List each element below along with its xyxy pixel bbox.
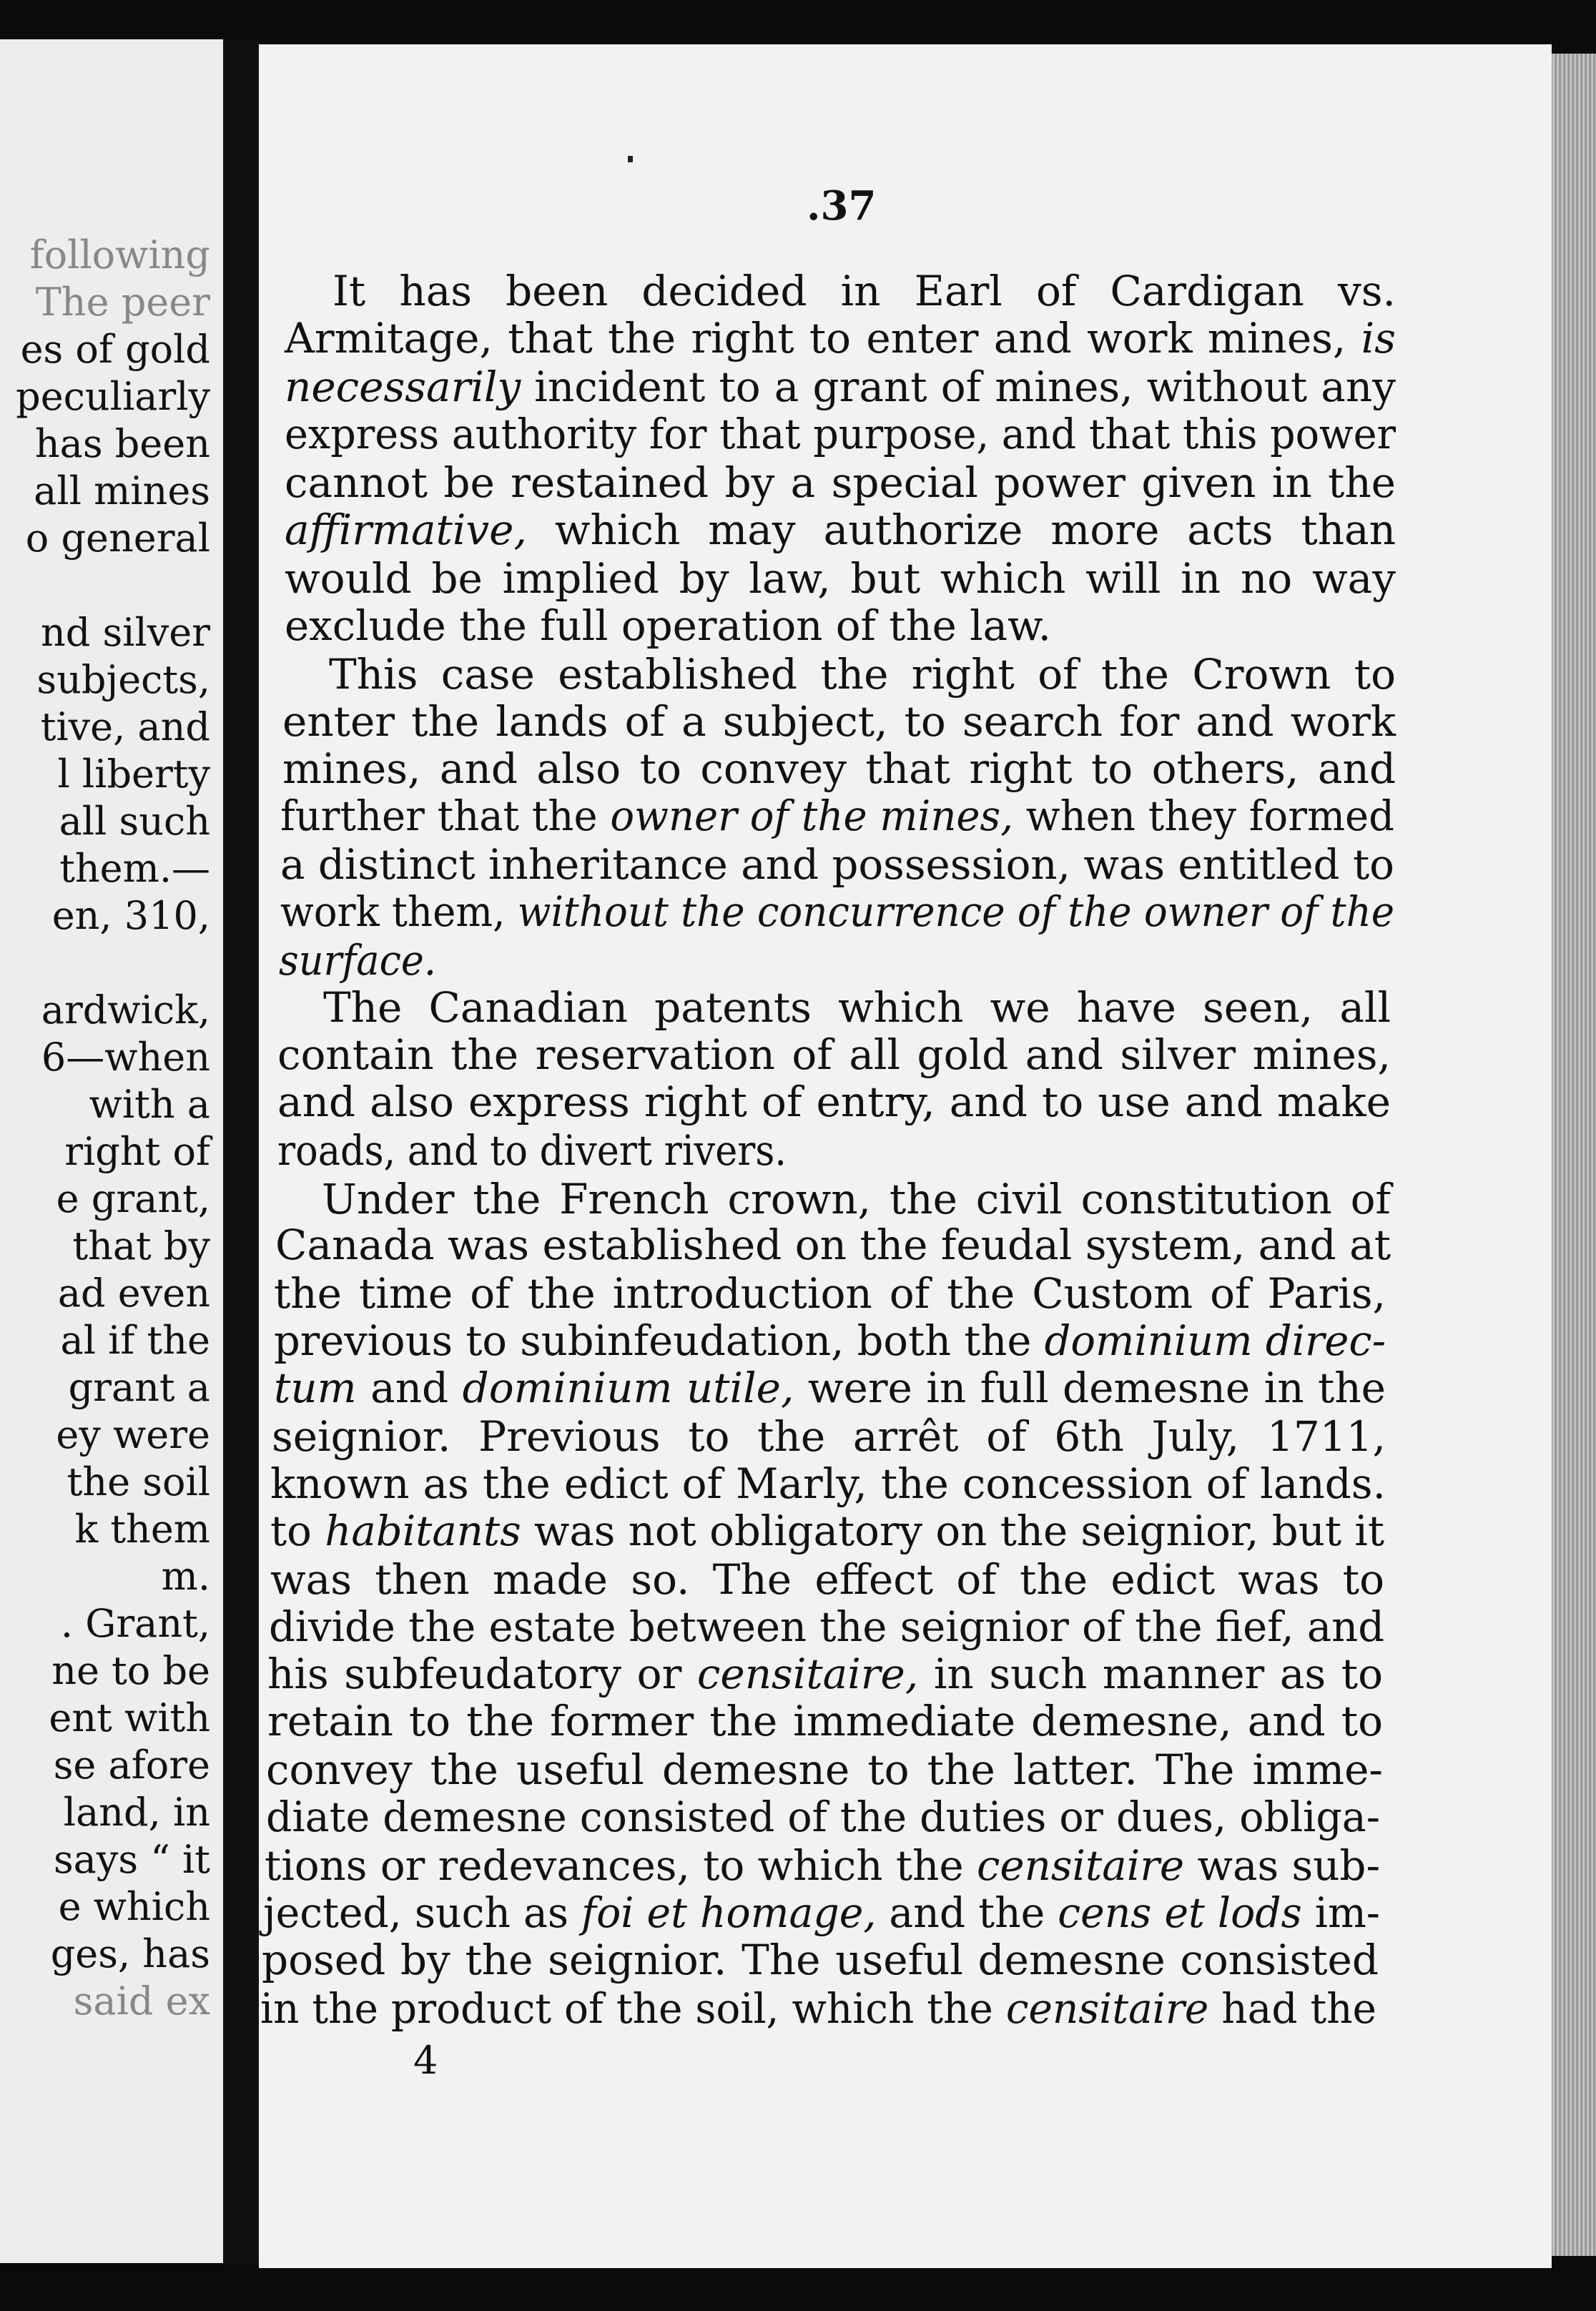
text-run: a distinct inheritance and possession, was entitled to — [280, 840, 1394, 889]
italic-text: is — [1361, 314, 1396, 363]
italic-text: foi et homage, — [581, 1888, 877, 1937]
italic-text: censitaire — [1005, 1984, 1209, 2033]
page-edges — [1552, 54, 1596, 2256]
text-run: was then made so. The effect of the edict was to — [270, 1555, 1384, 1604]
text-run: when they formed — [1013, 792, 1394, 840]
facing-page-fragment: o general — [25, 516, 210, 561]
text-line — [282, 744, 1396, 793]
text-run: seignior. Previous to the arrêt of 6th July, 1711, — [272, 1412, 1386, 1461]
text-run: express authority for that purpose, and that this power — [285, 410, 1396, 458]
text-line — [274, 1269, 1386, 1318]
text-line — [329, 650, 1396, 699]
text-line — [270, 1555, 1384, 1604]
text-run: would be implied by law, but which will in no way — [285, 554, 1396, 603]
text-line — [262, 1936, 1379, 1984]
text-line — [275, 1221, 1391, 1269]
text-run: tions or redevances, to which the — [265, 1841, 977, 1890]
signature-mark: 4 — [413, 2038, 438, 2083]
facing-page-fragment: land, in — [63, 1790, 210, 1835]
text-run: Canada was established on the feudal system, and at — [275, 1221, 1391, 1269]
text-run: It has been decided in Earl of Cardigan vs. — [332, 267, 1396, 315]
text-line — [267, 1650, 1383, 1698]
text-run: mines, and also to convey that right to others, and — [282, 744, 1396, 793]
text-line — [282, 697, 1396, 746]
text-line — [280, 792, 1394, 840]
text-line — [263, 1888, 1380, 1937]
text-line — [285, 410, 1396, 458]
italic-text: dominium utile, — [462, 1364, 794, 1412]
text-run: convey the useful demesne to the latter. The imme- — [266, 1745, 1383, 1794]
text-run: and — [356, 1364, 463, 1412]
facing-page-fragment: ges, has — [50, 1931, 210, 1976]
facing-page-fragment: The peer — [35, 280, 210, 325]
text-line — [332, 267, 1396, 315]
facing-page-fragment: ent with — [49, 1695, 210, 1740]
text-run: in such manner as to — [918, 1650, 1383, 1698]
text-run: enter the lands of a subject, to search for and work — [282, 697, 1396, 746]
text-run: previous to subinfeudation, both the — [274, 1316, 1045, 1365]
text-run: in the product of the soil, which the — [260, 1984, 1006, 2033]
facing-page-fragment: them.— — [59, 846, 210, 891]
text-line — [280, 887, 1394, 936]
ink-speck — [628, 156, 633, 162]
text-line — [260, 1984, 1376, 2033]
text-run: the time of the introduction of the Custom of Paris, — [274, 1269, 1386, 1318]
text-run: further that the — [280, 792, 611, 840]
italic-text: tum — [274, 1364, 357, 1412]
text-run: contain the reservation of all gold and silver mines, — [277, 1030, 1391, 1079]
facing-page-fragment: with a — [89, 1082, 210, 1127]
facing-page-fragment: all such — [59, 799, 210, 844]
facing-page-fragment: all mines — [34, 468, 210, 513]
text-line — [277, 1078, 1391, 1126]
text-run: retain to the former the immediate demesne, and to — [267, 1697, 1383, 1745]
text-line — [270, 1507, 1384, 1555]
text-line — [266, 1745, 1383, 1794]
italic-text: censitaire — [977, 1841, 1185, 1890]
text-line — [285, 601, 1051, 650]
text-run: was sub- — [1184, 1841, 1380, 1890]
text-line — [267, 1697, 1383, 1745]
text-line — [274, 1316, 1386, 1365]
facing-page-fragment: l liberty — [57, 752, 210, 797]
italic-text: owner of the mines, — [610, 792, 1014, 840]
text-run: im- — [1301, 1888, 1380, 1937]
facing-page-fragment: subjects, — [36, 657, 210, 702]
text-line — [279, 936, 436, 985]
facing-page-fragment: 6—when — [41, 1035, 210, 1080]
text-run: was not obligatory on the seignior, but it — [521, 1507, 1384, 1555]
text-run: exclude the full operation of the law. — [285, 601, 1051, 650]
facing-page-fragment: grant a — [68, 1365, 210, 1410]
text-line — [280, 840, 1394, 889]
text-line — [285, 506, 1396, 554]
text-run: to — [270, 1507, 325, 1555]
text-run: which may authorize more acts than — [526, 506, 1396, 554]
text-line — [265, 1841, 1380, 1890]
text-run: posed by the seignior. The useful demesne consisted — [262, 1936, 1379, 1984]
facing-page-fragment: says “ it — [53, 1837, 210, 1882]
text-run: and also express right of entry, and to use and make — [277, 1078, 1391, 1126]
text-run: his subfeudatory or — [267, 1650, 697, 1698]
facing-page-fragment: said ex — [73, 1979, 210, 2024]
facing-page-fragment: following — [29, 232, 210, 277]
facing-page-fragment: al if the — [60, 1318, 210, 1363]
text-run: Under the French crown, the civil constitution of — [322, 1175, 1391, 1223]
text-run: known as the edict of Marly, the concession of lands. — [270, 1459, 1386, 1508]
facing-page-fragment: e which — [58, 1884, 210, 1929]
text-line — [285, 363, 1396, 411]
facing-page-fragment: . Grant, — [60, 1601, 210, 1646]
facing-page-fragment: ad even — [57, 1271, 210, 1316]
text-run: The Canadian patents which we have seen, all — [323, 983, 1391, 1032]
text-run: were in full demesne in the — [794, 1364, 1386, 1412]
italic-text: surface. — [279, 936, 436, 985]
text-line — [269, 1602, 1384, 1651]
facing-page-fragment: es of gold — [20, 327, 210, 372]
text-run: This case established the right of the Crown to — [329, 650, 1396, 699]
page-number: .37 — [807, 182, 877, 230]
facing-page-fragment: has been — [34, 421, 210, 466]
text-line — [285, 554, 1396, 603]
text-run: and the — [876, 1888, 1058, 1937]
facing-page-fragment: peculiarly — [16, 374, 210, 419]
italic-text: censitaire, — [696, 1650, 919, 1698]
text-run: roads, and to divert rivers. — [277, 1126, 787, 1175]
text-run: incident to a grant of mines, without any — [521, 363, 1396, 411]
facing-page-fragment: ey were — [56, 1412, 210, 1457]
text-line — [266, 1793, 1380, 1841]
text-line — [285, 458, 1396, 507]
text-line — [274, 1364, 1386, 1412]
italic-text: cens et lods — [1058, 1888, 1302, 1937]
facing-page-fragment: m. — [161, 1554, 210, 1599]
facing-page-fragment: ne to be — [51, 1648, 210, 1693]
facing-page-left — [0, 39, 223, 2263]
facing-page-fragment: e grant, — [56, 1176, 210, 1221]
text-run: jected, such as — [263, 1888, 582, 1937]
italic-text: affirmative, — [285, 506, 527, 554]
italic-text: dominium direc- — [1044, 1316, 1386, 1365]
text-run: Armitage, that the right to enter and work mines, — [285, 314, 1361, 363]
text-run: had the — [1208, 1984, 1376, 2033]
italic-text: without the concurrence of the owner of the — [517, 887, 1394, 936]
text-run: diate demesne consisted of the duties or dues, obliga- — [266, 1793, 1380, 1841]
facing-page-fragment: that by — [72, 1223, 210, 1268]
facing-page-fragment: k them — [74, 1507, 210, 1552]
text-line — [277, 1126, 787, 1175]
italic-text: necessarily — [285, 363, 521, 411]
facing-page-fragment: nd silver — [40, 610, 210, 655]
text-line — [322, 1175, 1391, 1223]
facing-page-fragment: the soil — [66, 1459, 210, 1504]
text-line — [323, 983, 1391, 1032]
book-gutter — [223, 39, 259, 2263]
text-run: work them, — [280, 887, 518, 936]
text-line — [277, 1030, 1391, 1079]
facing-page-fragment: ardwick, — [41, 987, 210, 1033]
text-run: cannot be restained by a special power given in the — [285, 458, 1396, 507]
facing-page-fragment: right of — [64, 1129, 210, 1174]
facing-page-fragment: tive, and — [40, 704, 210, 749]
italic-text: habitants — [325, 1507, 521, 1555]
text-line — [272, 1412, 1386, 1461]
facing-page-fragment: en, 310, — [51, 893, 210, 938]
text-line — [285, 314, 1396, 363]
text-run: divide the estate between the seignior of the fief, and — [269, 1602, 1384, 1651]
facing-page-fragment: se afore — [53, 1743, 210, 1788]
text-line — [270, 1459, 1386, 1508]
